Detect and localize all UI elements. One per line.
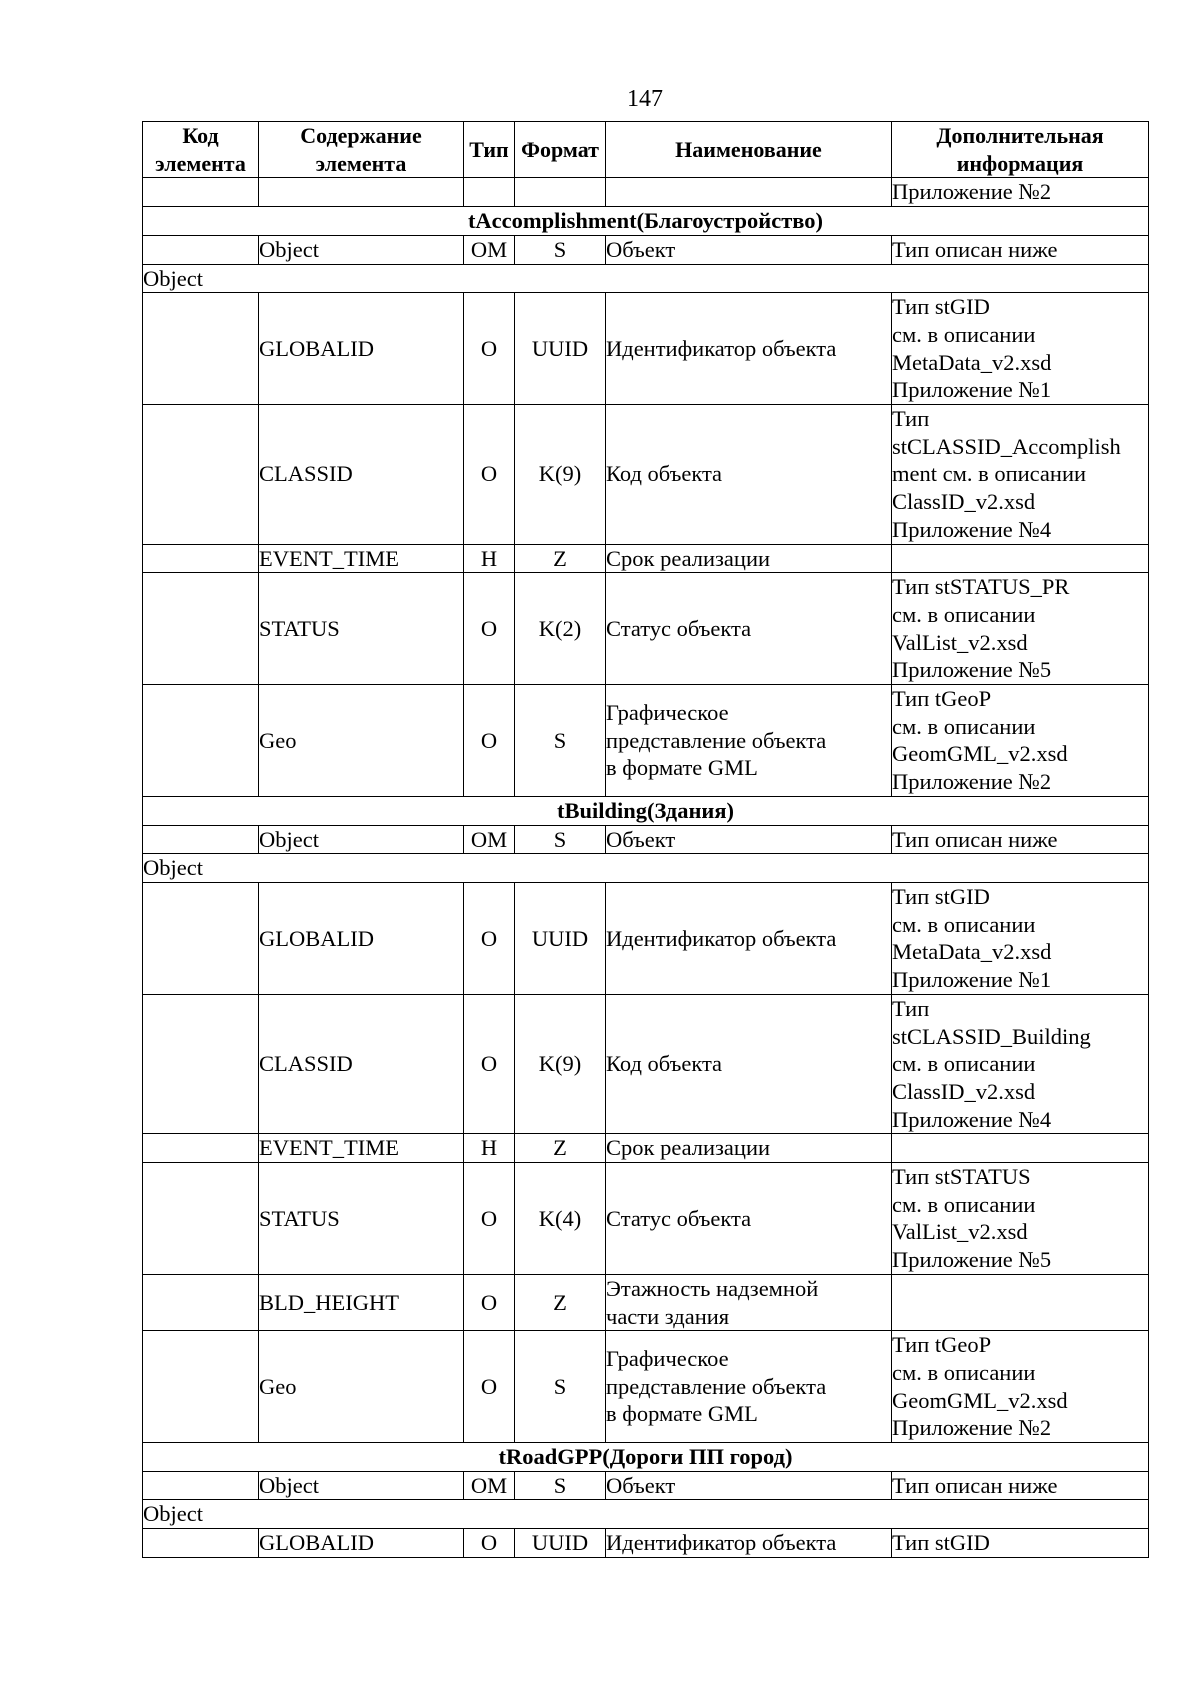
cell-format: Z <box>515 544 606 573</box>
cell-element-code <box>143 235 259 264</box>
cell-element-code <box>143 293 259 405</box>
cell-element-content: STATUS <box>259 573 464 685</box>
table-row <box>143 1163 1149 1275</box>
cell-element-code <box>143 882 259 994</box>
table-row <box>143 1134 1149 1163</box>
table-row <box>143 405 1149 545</box>
header-additional-info: Дополнительная информация <box>892 122 1149 178</box>
group-label: Object <box>143 1500 1149 1529</box>
cell-additional-info: Тип stCLASSID_Building см. в описании ClassID_v2.xsd Приложение №4 <box>892 994 1149 1134</box>
cell-format: Z <box>515 1274 606 1330</box>
cell-additional-info <box>892 1134 1149 1163</box>
cell-name: Срок реализации <box>606 544 892 573</box>
cell-type: O <box>464 1331 515 1443</box>
section-header-row <box>143 1443 1149 1472</box>
cell-element-content: GLOBALID <box>259 1529 464 1558</box>
section-title: tAccomplishment(Благоустройство) <box>143 207 1149 236</box>
cell-additional-info: Тип tGeoP см. в описании GeomGML_v2.xsd Приложение №2 <box>892 1331 1149 1443</box>
cell-additional-info: Тип описан ниже <box>892 235 1149 264</box>
table-row <box>143 994 1149 1134</box>
cell-additional-info: Тип описан ниже <box>892 1471 1149 1500</box>
header-element-code: Код элемента <box>143 122 259 178</box>
cell-name: Код объекта <box>606 405 892 545</box>
cell-element-code <box>143 1331 259 1443</box>
cell-type: H <box>464 1134 515 1163</box>
cell-element-code <box>143 178 259 207</box>
cell-additional-info: Тип tGeoP см. в описании GeomGML_v2.xsd Приложение №2 <box>892 685 1149 797</box>
cell-format: Z <box>515 1134 606 1163</box>
table-row <box>143 1274 1149 1330</box>
cell-element-content: GLOBALID <box>259 293 464 405</box>
table-header-row <box>143 122 1149 178</box>
table-row <box>143 1471 1149 1500</box>
cell-name <box>606 178 892 207</box>
table-row <box>143 178 1149 207</box>
cell-element-content: GLOBALID <box>259 882 464 994</box>
cell-type: O <box>464 405 515 545</box>
cell-additional-info <box>892 1274 1149 1330</box>
cell-element-code <box>143 1274 259 1330</box>
cell-name: Объект <box>606 235 892 264</box>
cell-name: Идентификатор объекта <box>606 1529 892 1558</box>
cell-element-content: EVENT_TIME <box>259 544 464 573</box>
cell-type: O <box>464 1529 515 1558</box>
group-label-row <box>143 854 1149 883</box>
cell-format: S <box>515 685 606 797</box>
cell-format: S <box>515 825 606 854</box>
page-number: 147 <box>627 86 663 112</box>
cell-format: S <box>515 1331 606 1443</box>
table-row <box>143 1529 1149 1558</box>
cell-name: Графическое представление объекта в формате GML <box>606 685 892 797</box>
cell-additional-info: Тип stSTATUS см. в описании ValList_v2.xsd Приложение №5 <box>892 1163 1149 1275</box>
section-title: tRoadGPP(Дороги ПП город) <box>143 1443 1149 1472</box>
cell-format <box>515 178 606 207</box>
cell-type: OM <box>464 1471 515 1500</box>
cell-element-code <box>143 1471 259 1500</box>
cell-type: O <box>464 685 515 797</box>
cell-format: UUID <box>515 1529 606 1558</box>
cell-format: S <box>515 1471 606 1500</box>
table-row <box>143 882 1149 994</box>
cell-format: K(2) <box>515 573 606 685</box>
cell-element-code <box>143 405 259 545</box>
cell-additional-info: Тип stGID см. в описании MetaData_v2.xsd Приложение №1 <box>892 882 1149 994</box>
cell-format: UUID <box>515 882 606 994</box>
group-label: Object <box>143 854 1149 883</box>
cell-name: Статус объекта <box>606 573 892 685</box>
cell-name: Код объекта <box>606 994 892 1134</box>
cell-additional-info: Тип описан ниже <box>892 825 1149 854</box>
cell-element-code <box>143 994 259 1134</box>
cell-additional-info <box>892 544 1149 573</box>
cell-format: K(9) <box>515 994 606 1134</box>
cell-element-content: CLASSID <box>259 994 464 1134</box>
cell-additional-info: Тип stGID см. в описании MetaData_v2.xsd Приложение №1 <box>892 293 1149 405</box>
cell-element-content: Geo <box>259 1331 464 1443</box>
cell-type: OM <box>464 235 515 264</box>
cell-element-content: Object <box>259 825 464 854</box>
cell-additional-info: Тип stCLASSID_Accomplish ment см. в описании ClassID_v2.xsd Приложение №4 <box>892 405 1149 545</box>
header-element-content: Содержание элемента <box>259 122 464 178</box>
table-row <box>143 235 1149 264</box>
cell-element-code <box>143 1134 259 1163</box>
table-row <box>143 685 1149 797</box>
cell-type: O <box>464 882 515 994</box>
cell-element-content: Geo <box>259 685 464 797</box>
table-row <box>143 1331 1149 1443</box>
group-label-row <box>143 264 1149 293</box>
cell-element-content: Object <box>259 235 464 264</box>
cell-type: O <box>464 293 515 405</box>
table-row <box>143 825 1149 854</box>
cell-additional-info: Тип stGID <box>892 1529 1149 1558</box>
table-row <box>143 573 1149 685</box>
cell-additional-info: Тип stSTATUS_PR см. в описании ValList_v2.xsd Приложение №5 <box>892 573 1149 685</box>
table-row <box>143 293 1149 405</box>
cell-name: Объект <box>606 1471 892 1500</box>
table-body <box>143 178 1149 1557</box>
cell-element-code <box>143 573 259 685</box>
cell-name: Объект <box>606 825 892 854</box>
cell-format: K(9) <box>515 405 606 545</box>
cell-type: OM <box>464 825 515 854</box>
cell-type: O <box>464 1274 515 1330</box>
cell-type: H <box>464 544 515 573</box>
section-header-row <box>143 796 1149 825</box>
cell-format: UUID <box>515 293 606 405</box>
cell-element-content: CLASSID <box>259 405 464 545</box>
table-row <box>143 544 1149 573</box>
cell-name: Идентификатор объекта <box>606 882 892 994</box>
cell-element-content: EVENT_TIME <box>259 1134 464 1163</box>
cell-format: S <box>515 235 606 264</box>
cell-element-content: STATUS <box>259 1163 464 1275</box>
cell-element-code <box>143 685 259 797</box>
cell-name: Графическое представление объекта в формате GML <box>606 1331 892 1443</box>
cell-element-content <box>259 178 464 207</box>
cell-type: O <box>464 994 515 1134</box>
cell-format: K(4) <box>515 1163 606 1275</box>
cell-element-content: BLD_HEIGHT <box>259 1274 464 1330</box>
group-label-row <box>143 1500 1149 1529</box>
cell-element-code <box>143 1529 259 1558</box>
cell-element-content: Object <box>259 1471 464 1500</box>
cell-name: Срок реализации <box>606 1134 892 1163</box>
cell-element-code <box>143 544 259 573</box>
cell-type <box>464 178 515 207</box>
cell-element-code <box>143 825 259 854</box>
header-name: Наименование <box>606 122 892 178</box>
header-format: Формат <box>515 122 606 178</box>
cell-type: O <box>464 1163 515 1275</box>
cell-element-code <box>143 1163 259 1275</box>
cell-name: Идентификатор объекта <box>606 293 892 405</box>
cell-type: O <box>464 573 515 685</box>
element-spec-table <box>142 121 1149 1558</box>
cell-additional-info: Приложение №2 <box>892 178 1149 207</box>
section-header-row <box>143 207 1149 236</box>
header-type: Тип <box>464 122 515 178</box>
cell-name: Этажность надземной части здания <box>606 1274 892 1330</box>
section-title: tBuilding(Здания) <box>143 796 1149 825</box>
group-label: Object <box>143 264 1149 293</box>
cell-name: Статус объекта <box>606 1163 892 1275</box>
